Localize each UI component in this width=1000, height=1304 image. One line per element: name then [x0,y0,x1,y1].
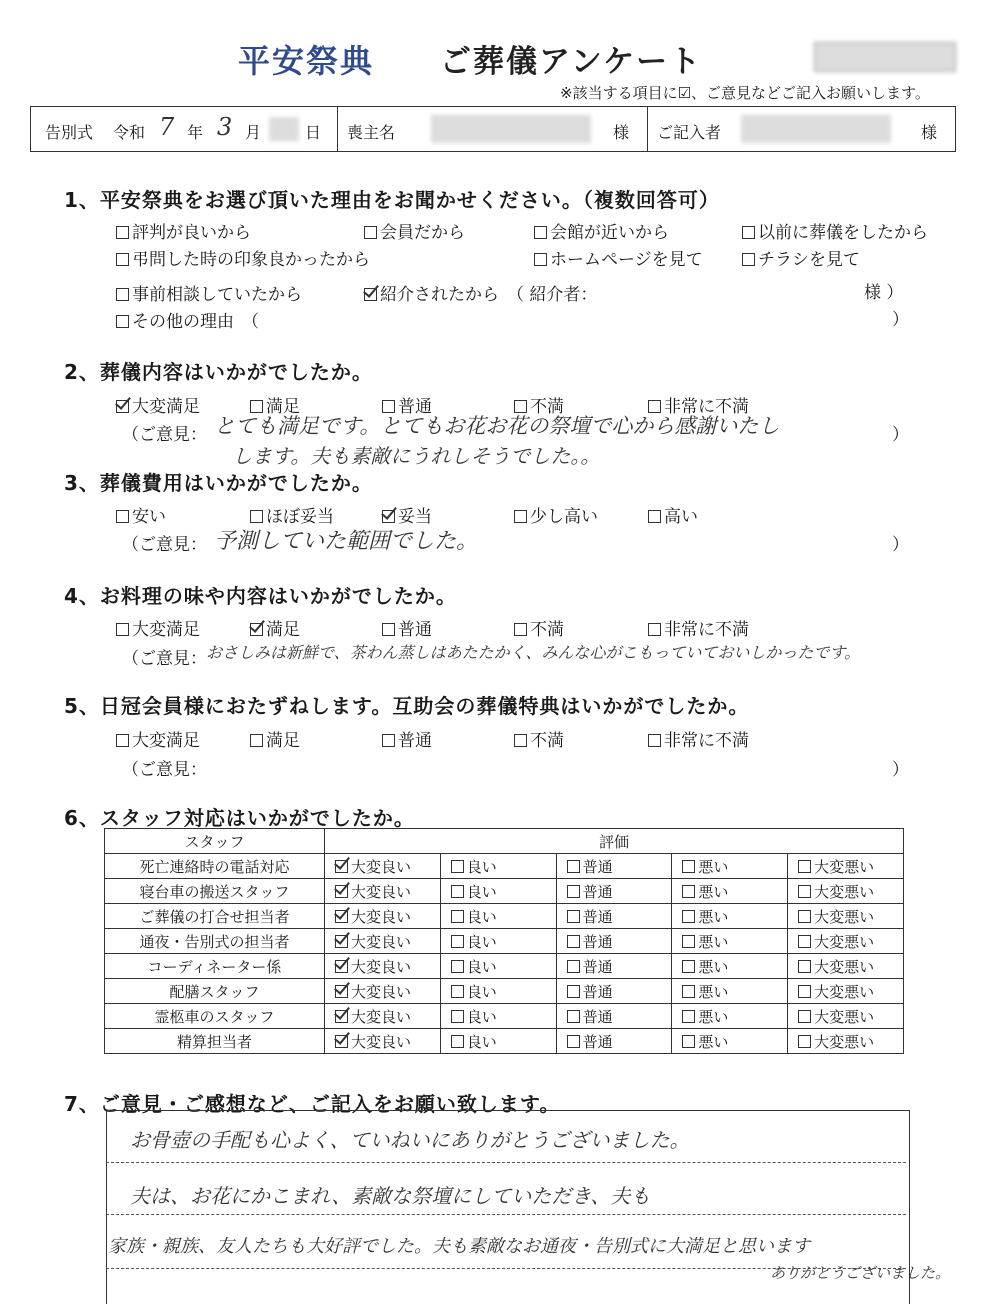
rating-cell[interactable] [788,904,904,929]
checkbox-icon[interactable] [567,1035,580,1048]
rating-label: 大変良い [351,932,412,951]
checkbox-icon[interactable] [682,1010,695,1023]
checkbox-icon[interactable] [116,226,129,239]
checkbox-icon[interactable] [364,226,377,239]
q1-option[interactable]: 会員だから [364,218,465,243]
table-row [105,879,904,904]
rating-label: 悪い [698,957,729,976]
rating-cell[interactable] [556,954,672,979]
q1-option[interactable]: 事前相談していたから [116,280,302,305]
checked-checkbox-icon[interactable] [335,935,348,948]
col-staff: スタッフ [105,829,325,854]
staff-name: ご葬儀の打合せ担当者 [105,904,325,929]
table-row [105,954,904,979]
rating-cell[interactable] [556,1029,672,1054]
rating-label: 大変悪い [814,1007,875,1026]
rating-label: 悪い [698,932,729,951]
redacted-day [269,117,299,141]
rating-label: 普通 [582,907,613,926]
checkbox-icon[interactable] [451,1035,464,1048]
honorific-2: 様 [921,123,938,142]
q3-option-checked[interactable]: 妥当 [382,502,432,527]
rating-cell[interactable] [556,879,672,904]
q1-option[interactable]: 会館が近いから [534,218,669,243]
q2-opinion-label: （ご意見： [122,425,207,445]
checkbox-icon[interactable] [798,885,811,898]
q4-option[interactable]: 普通 [382,615,432,640]
checkbox-icon[interactable] [451,960,464,973]
q4-opinion[interactable]: おさしみは新鮮で、茶わん蒸しはあたたかく、みんな心がこもっていておいしかったです。 [206,643,861,662]
checkbox-icon[interactable] [567,860,580,873]
rating-label: 良い [466,982,497,1001]
q2-option[interactable]: 非常に不満 [648,392,749,417]
q1-option[interactable]: 弔問した時の印象良かったから [116,245,370,270]
rating-label: 大変悪い [814,957,875,976]
year-value[interactable]: 7 [159,113,175,141]
checkbox-icon[interactable] [382,734,395,747]
table-row [105,929,904,954]
checkbox-icon[interactable] [514,623,527,636]
checkbox-icon[interactable] [116,315,129,328]
q3-opinion-label: （ご意見： [122,535,207,555]
rating-cell[interactable] [325,904,441,929]
checkbox-icon[interactable] [742,226,755,239]
rating-cell[interactable] [325,979,441,1004]
rating-label: 大変良い [351,957,412,976]
rating-cell[interactable] [440,929,556,954]
table-row [105,1029,904,1054]
q5-close: ） [892,760,909,780]
checkbox-icon[interactable] [682,985,695,998]
rating-cell[interactable] [325,929,441,954]
q2-opinion-line2[interactable]: します。夫も素敵にうれしそうでした。。 [232,444,601,468]
rating-label: 悪い [698,882,729,901]
rating-label: 大変悪い [814,882,875,901]
rating-cell[interactable] [440,879,556,904]
checkbox-icon[interactable] [116,510,129,523]
era-label: 令和 [113,123,146,142]
rating-cell[interactable] [556,854,672,879]
checkbox-icon[interactable] [116,288,129,301]
checkbox-icon[interactable] [451,985,464,998]
day-unit: 日 [305,123,322,142]
q1-close: ） [892,310,909,330]
checkbox-icon[interactable] [798,1035,811,1048]
q2-option[interactable]: 不満 [514,392,564,417]
checkbox-icon[interactable] [116,623,129,636]
rating-cell[interactable] [672,929,788,954]
staff-name: コーディネーター係 [105,954,325,979]
q4-opinion-label: （ご意見： [122,649,207,669]
rating-label: 大変悪い [814,932,875,951]
rating-label: 良い [466,957,497,976]
rating-label: 大変悪い [814,982,875,1001]
rating-label: 良い [466,932,497,951]
rating-cell[interactable] [440,854,556,879]
writer-label: ご記入者 [657,123,722,142]
checkbox-icon[interactable] [682,885,695,898]
q1-option[interactable]: その他の理由 （ [116,307,259,332]
checkbox-icon[interactable] [682,910,695,923]
q2-close: ） [892,425,909,445]
checkbox-icon[interactable] [682,860,695,873]
comment-line3[interactable]: 家族・親族、友人たちも大好評でした。夫も素敵なお通夜・告別式に大満足と思います [108,1236,810,1257]
honorific-1: 様 [613,123,630,142]
checkbox-icon[interactable] [682,935,695,948]
staff-name: 配膳スタッフ [105,979,325,1004]
rating-label: 大変良い [351,857,412,876]
checked-checkbox-icon[interactable] [382,510,395,523]
checkbox-icon[interactable] [682,1035,695,1048]
q4-option[interactable]: 不満 [514,615,564,640]
checked-checkbox-icon[interactable] [364,288,377,301]
q1-option[interactable]: 評判が良いから [116,218,251,243]
checkbox-icon[interactable] [682,960,695,973]
rating-label: 悪い [698,982,729,1001]
rating-label: 大変良い [351,982,412,1001]
redacted-writer-name [741,115,891,143]
rating-cell[interactable] [440,904,556,929]
rating-label: 普通 [582,857,613,876]
rating-cell[interactable] [556,929,672,954]
rating-label: 大変良い [351,907,412,926]
checkbox-icon[interactable] [567,885,580,898]
q3-option[interactable]: 少し高い [514,502,598,527]
rating-cell[interactable] [672,854,788,879]
rating-label: 普通 [582,1007,613,1026]
checkbox-icon[interactable] [648,623,661,636]
rating-cell[interactable] [788,1004,904,1029]
checkbox-icon[interactable] [742,253,755,266]
rating-cell[interactable] [672,979,788,1004]
q4-option-checked[interactable]: 満足 [250,615,300,640]
checked-checkbox-icon[interactable] [116,400,129,413]
q5-title: 5、日冠会員様におたずねします。互助会の葬儀特典はいかがでしたか。 [64,694,750,718]
checkbox-icon[interactable] [451,885,464,898]
rating-cell[interactable] [672,904,788,929]
ceremony-label: 告別式 [45,123,94,142]
rating-cell[interactable] [788,854,904,879]
checkbox-icon[interactable] [798,985,811,998]
q5-option[interactable]: 満足 [250,726,300,751]
rating-cell[interactable] [556,979,672,1004]
q4-option[interactable]: 大変満足 [116,615,200,640]
checkbox-icon[interactable] [534,226,547,239]
q7-title: 7、ご意見・ご感想など、ご記入をお願い致します。 [64,1092,561,1116]
comment-line1[interactable]: お骨壺の手配も心よく、ていねいにありがとうございました。 [130,1128,690,1152]
q3-close: ） [892,535,909,555]
rating-label: 大変良い [351,882,412,901]
q1-title: 1、平安祭典をお選び頂いた理由をお聞かせください。（複数回答可） [64,188,720,212]
q1-option-checked[interactable]: 紹介されたから （ 紹介者： [364,280,597,305]
rating-label: 普通 [582,982,613,1001]
q1-option[interactable]: チラシを見て [742,245,860,270]
rating-cell[interactable] [672,1004,788,1029]
rating-label: 大変良い [351,1007,412,1026]
q1-option[interactable]: ホームページを見て [534,245,703,270]
brand-title: 平安祭典 [238,42,375,80]
checkbox-icon[interactable] [798,910,811,923]
q2-opinion-line1[interactable]: とても満足です。とてもお花お花の祭壇で心から感謝いたし [214,414,780,438]
staff-name: 死亡連絡時の電話対応 [105,854,325,879]
rating-label: 普通 [582,882,613,901]
rating-label: 大変悪い [814,857,875,876]
q5-option[interactable]: 大変満足 [116,726,200,751]
rating-cell[interactable] [325,954,441,979]
rating-cell[interactable] [788,1029,904,1054]
rating-label: 悪い [698,857,729,876]
q5-option[interactable]: 不満 [514,726,564,751]
checkbox-icon[interactable] [567,910,580,923]
q2-option[interactable]: 普通 [382,392,432,417]
rating-cell[interactable] [325,854,441,879]
checkbox-icon[interactable] [250,510,263,523]
checkbox-icon[interactable] [567,960,580,973]
checked-checkbox-icon[interactable] [335,1010,348,1023]
rating-cell[interactable] [788,879,904,904]
chief-mourner-label: 喪主名 [347,123,396,142]
checkbox-icon[interactable] [567,935,580,948]
staff-rating-table [104,828,904,1054]
rating-label: 大変悪い [814,907,875,926]
instruction: ※該当する項目に☑、ご意見などご記入お願いします。 [560,84,930,102]
rating-label: 普通 [582,1032,613,1051]
checked-checkbox-icon[interactable] [335,910,348,923]
q2-option[interactable]: 満足 [250,392,300,417]
rating-label: 大変悪い [814,1032,875,1051]
staff-name: 通夜・告別式の担当者 [105,929,325,954]
checked-checkbox-icon[interactable] [250,623,263,636]
rating-cell[interactable] [440,954,556,979]
col-rating: 評価 [325,829,904,854]
q1-option[interactable]: 以前に葬儀をしたから [742,218,928,243]
rating-cell[interactable] [325,1029,441,1054]
rating-label: 良い [466,1007,497,1026]
rating-label: 悪い [698,907,729,926]
checked-checkbox-icon[interactable] [335,885,348,898]
checked-checkbox-icon[interactable] [335,860,348,873]
rating-label: 良い [466,907,497,926]
redacted-mourner-name [431,115,591,143]
q5-option[interactable]: 普通 [382,726,432,751]
rating-cell[interactable] [440,1029,556,1054]
checkbox-icon[interactable] [798,1010,811,1023]
rating-label: 良い [466,857,497,876]
rating-cell[interactable] [556,904,672,929]
comment-line4[interactable]: ありがとうございました。 [770,1264,951,1282]
checkbox-icon[interactable] [451,935,464,948]
year-unit: 年 [187,123,204,142]
rating-cell[interactable] [672,879,788,904]
checkbox-icon[interactable] [116,734,129,747]
checkbox-icon[interactable] [534,253,547,266]
checkbox-icon[interactable] [451,1010,464,1023]
rating-label: 悪い [698,1007,729,1026]
info-box [30,106,956,152]
checkbox-icon[interactable] [451,860,464,873]
checkbox-icon[interactable] [567,985,580,998]
rating-cell[interactable] [788,929,904,954]
table-row [105,979,904,1004]
rating-cell[interactable] [672,1029,788,1054]
checkbox-icon[interactable] [648,734,661,747]
rating-label: 普通 [582,957,613,976]
checkbox-icon[interactable] [798,860,811,873]
checkbox-icon[interactable] [648,510,661,523]
rating-cell[interactable] [556,1004,672,1029]
checked-checkbox-icon[interactable] [335,960,348,973]
rating-label: 良い [466,882,497,901]
checked-checkbox-icon[interactable] [335,1035,348,1048]
comment-line2[interactable]: 夫は、お花にかこまれ、素敵な祭壇にしていただき、夫も [130,1184,651,1208]
rating-cell[interactable] [788,954,904,979]
q3-opinion[interactable]: 予測していた範囲でした。 [214,529,479,554]
q2-title: 2、葬儀内容はいかがでしたか。 [64,360,373,384]
rating-label: 大変良い [351,1032,412,1051]
rating-cell[interactable] [325,1004,441,1029]
checkbox-icon[interactable] [567,1010,580,1023]
checkbox-icon[interactable] [382,623,395,636]
q3-title: 3、葬儀費用はいかがでしたか。 [64,471,373,495]
redacted-box [814,42,956,72]
staff-name: 霊柩車のスタッフ [105,1004,325,1029]
q5-opinion-label: （ご意見： [122,760,207,780]
checkbox-icon[interactable] [514,734,527,747]
month-value[interactable]: 3 [217,113,233,141]
rating-label: 良い [466,1032,497,1051]
checkbox-icon[interactable] [798,935,811,948]
month-unit: 月 [245,123,262,142]
rating-label: 悪い [698,1032,729,1051]
dashed-line [106,1214,906,1215]
q3-option[interactable]: 高い [648,502,698,527]
q4-option[interactable]: 非常に不満 [648,615,749,640]
q3-option[interactable]: 安い [116,502,166,527]
checkbox-icon[interactable] [250,734,263,747]
rating-cell[interactable] [788,979,904,1004]
checkbox-icon[interactable] [514,510,527,523]
rating-cell[interactable] [325,879,441,904]
survey-title: ご葬儀アンケート [440,44,703,80]
q2-option-checked[interactable]: 大変満足 [116,392,200,417]
checkbox-icon[interactable] [451,910,464,923]
table-row [105,854,904,879]
q6-title: 6、スタッフ対応はいかがでしたか。 [64,806,415,830]
checkbox-icon[interactable] [798,960,811,973]
rating-cell[interactable] [440,979,556,1004]
q1-referrer-suffix: 様 ） [864,283,904,303]
q4-title: 4、お料理の味や内容はいかがでしたか。 [64,584,457,608]
dashed-line [106,1162,906,1163]
staff-name: 精算担当者 [105,1029,325,1054]
rating-label: 普通 [582,932,613,951]
rating-cell[interactable] [672,954,788,979]
q3-option[interactable]: ほぼ妥当 [250,502,334,527]
table-row [105,904,904,929]
staff-name: 寝台車の搬送スタッフ [105,879,325,904]
table-row [105,1004,904,1029]
checkbox-icon[interactable] [116,253,129,266]
q5-option[interactable]: 非常に不満 [648,726,749,751]
checked-checkbox-icon[interactable] [335,985,348,998]
rating-cell[interactable] [440,1004,556,1029]
